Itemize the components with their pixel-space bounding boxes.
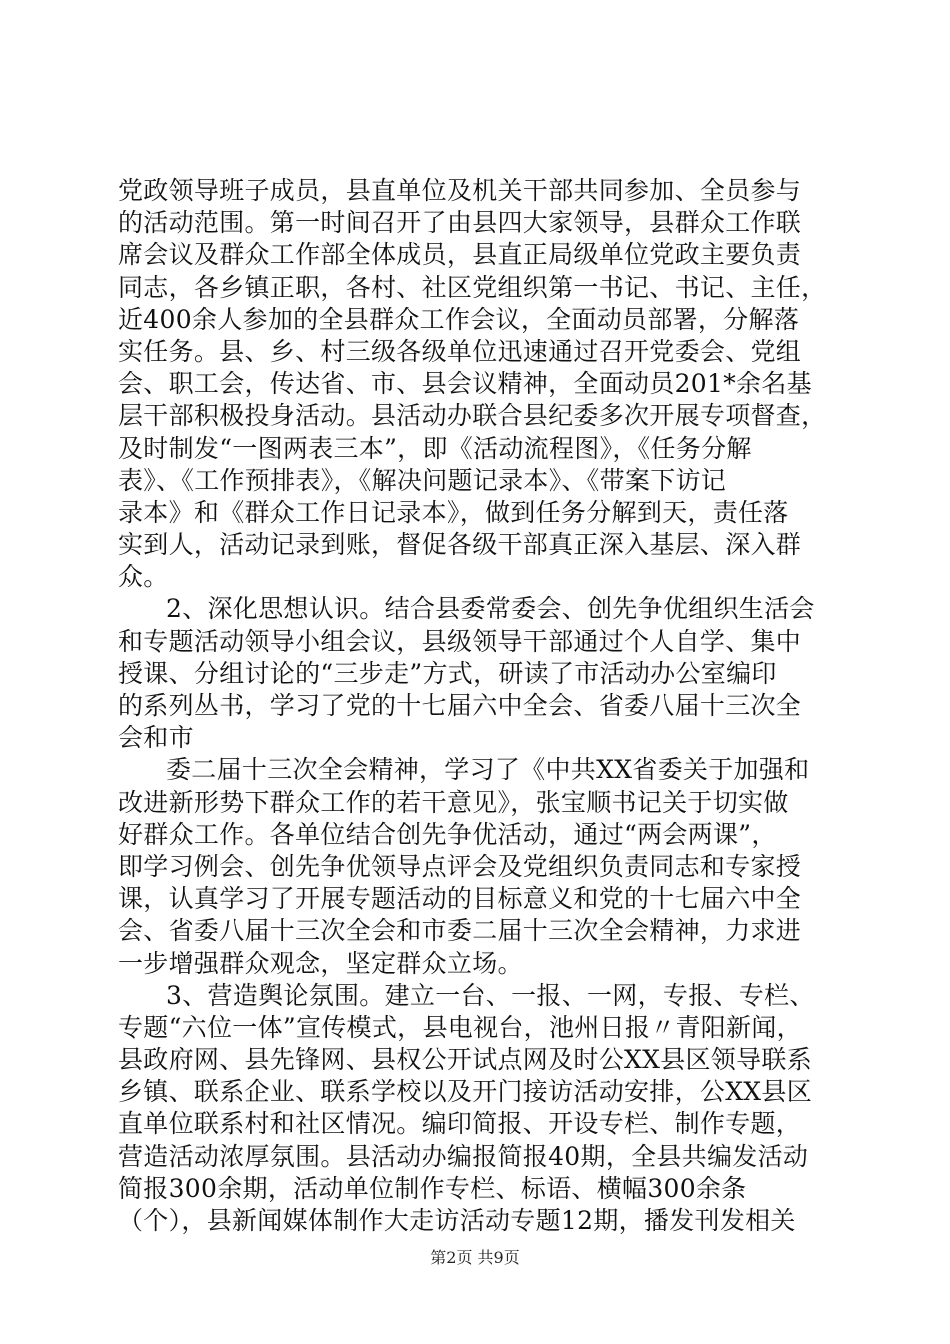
text-line: 营造活动浓厚氛围。县活动办编报简报40期，全县共编发活动 (118, 1141, 809, 1171)
text-line: 好群众工作。各单位结合创先争优活动，通过“两会两课”， (118, 819, 777, 849)
text-line: 县政府网、县先锋网、县权公开试点网及时公XX县区领导联系 (118, 1045, 812, 1075)
text-line: 的活动范围。第一时间召开了由县四大家领导，县群众工作联 (118, 208, 802, 238)
text-line: 2、深化思想认识。结合县委常委会、创先争优组织生活会 (166, 594, 815, 624)
text-line: 近400余人参加的全县群众工作会议，全面动员部署，分解落 (118, 304, 800, 334)
text-line: 众。 (118, 562, 169, 592)
text-line: 的系列丛书，学习了党的十七届六中全会、省委八届十三次全 (118, 691, 802, 720)
text-line: 委二届十三次全会精神，学习了《中共XX省委关于加强和 (166, 755, 810, 785)
text-line: 改进新形势下群众工作的若干意见》，张宝顺书记关于切实做 (118, 787, 789, 817)
text-line: （个），县新闻媒体制作大走访活动专题12期，播发刊发相关 (118, 1206, 796, 1235)
text-line: 层干部积极投身活动。县活动办联合县纪委多次开展专项督查， (118, 401, 827, 431)
text-line: 课，认真学习了开展专题活动的目标意义和党的十七届六中全 (118, 884, 802, 914)
text-line: 专题“六位一体”宣传模式，县电视台，池州日报〃青阳新闻， (118, 1012, 802, 1042)
text-line: 实到人，活动记录到账，督促各级干部真正深入基层、深入群 (118, 530, 802, 560)
text-line: 授课、分组讨论的“三步走”方式，研读了市活动办公室编印 (118, 658, 777, 688)
document-body (118, 175, 832, 1237)
text-line: 录本》和《群众工作日记录本》，做到任务分解到天，责任落 (118, 497, 789, 527)
text-line: 席会议及群众工作部全体成员，县直正局级单位党政主要负责 (118, 240, 802, 270)
page-footer: 第2页 共9页 (430, 1248, 520, 1267)
text-line: 直单位联系村和社区情况。编印简报、开设专栏、制作专题， (118, 1109, 802, 1139)
text-line: 会、省委八届十三次全会和市委二届十三次全会精神，力求进 (118, 916, 802, 946)
text-line: 会、职工会，传达省、市、县会议精神，全面动员201*余名基 (118, 369, 812, 399)
text-line: 表》、《工作预排表》，《解决问题记录本》、《带案下访记 (118, 465, 727, 495)
text-line: 会和市 (118, 723, 194, 753)
text-line: 简报300余期，活动单位制作专栏、标语、横幅300余条 (118, 1173, 747, 1203)
text-line: 及时制发“一图两表三本”，即《活动流程图》，《任务分解 (118, 433, 752, 463)
text-line: 乡镇、联系企业、联系学校以及开门接访活动安排，公XX县区 (118, 1077, 812, 1107)
text-line: 3、营造舆论氛围。建立一台、一报、一网，专报、专栏、 (166, 980, 815, 1010)
text-line: 即学习例会、创先争优领导点评会及党组织负责同志和专家授 (118, 851, 802, 881)
text-line: 同志，各乡镇正职，各村、社区党组织第一书记、书记、主任， (118, 272, 827, 302)
text-line: 一步增强群众观念，坚定群众立场。 (118, 948, 523, 978)
text-line: 党政领导班子成员，县直单位及机关干部共同参加、全员参与 (118, 176, 802, 205)
text-line: 实任务。县、乡、村三级各级单位迅速通过召开党委会、党组 (118, 336, 802, 366)
text-line: 和专题活动领导小组会议，县级领导干部通过个人自学、集中 (118, 626, 802, 656)
